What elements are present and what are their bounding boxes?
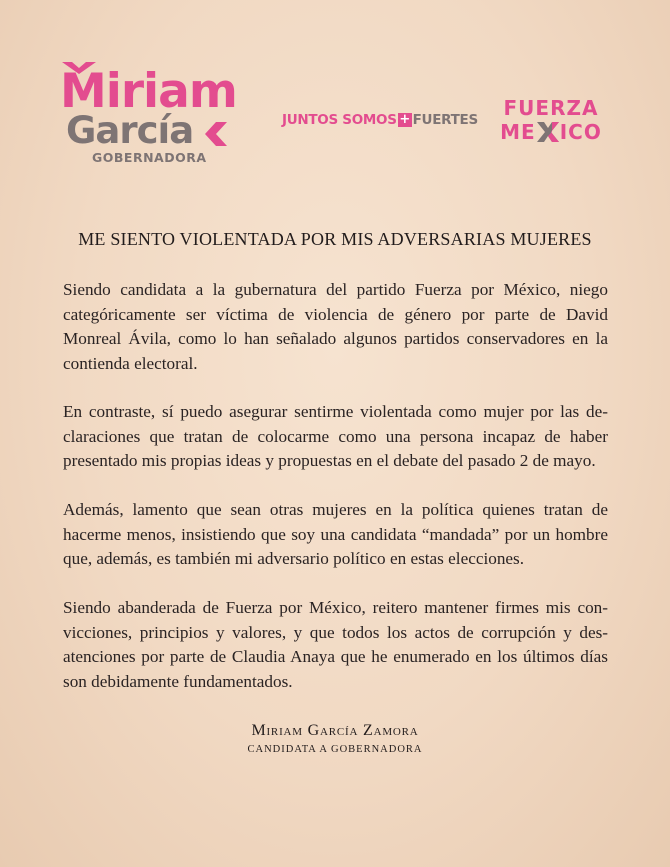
candidate-logo <box>60 62 250 170</box>
slogan-part1: JUNTOS SOMOS <box>282 112 397 128</box>
statement-title: ME SIENTO VIOLENTADA POR MIS ADVERSARIAS MUJERES <box>78 229 592 249</box>
paragraph-2: En contraste, sí puedo asegurar sentirme violentada como mujer por las declaraciones que tratan de colocarme como una persona incapaz de haber presentado mis propias ideas y propuestas en el debate del pasado 2 de mayo. <box>63 402 608 470</box>
paragraph-4: Siendo abanderada de Fuerza por México, reitero mantener firmes mis convicciones, principios y valores, y que todos los actos de corrupción y desatenciones por parte de Claudia Anaya que he enumerado en los últimos días son debidamente fundamentados. <box>63 598 608 691</box>
x-mark-icon <box>537 122 559 142</box>
party-logo <box>494 98 608 142</box>
party-line1: FUERZA <box>503 96 599 120</box>
paragraph-1: Siendo candidata a la gubernatura del partido Fuerza por México, niego categóricamente ser víctima de violencia de género por parte de David Monreal Ávila, como lo han señalado algunos partidos conservadores en la contienda electoral. <box>63 280 608 373</box>
party-line2-left: ME <box>500 120 536 144</box>
plus-icon: + <box>399 112 410 127</box>
signature-name: Miriam García Zamora <box>251 722 419 739</box>
party-line2-right: ICO <box>559 120 602 144</box>
signature-role: CANDIDATA A GOBERNADORA <box>247 744 423 755</box>
chevron-left-icon <box>205 122 227 146</box>
logo-role: GOBERNADORA <box>92 150 207 165</box>
paragraph-3: Además, lamento que sean otras mujeres en la política quienes tratan de hacerme menos, insistiendo que soy una candidata “mandada” por un hombre que, además, es también mi adversario político en estas elecciones. <box>63 500 608 568</box>
logo-name-line2: García <box>66 109 194 152</box>
logo-name-line1: Miriam <box>60 64 237 119</box>
party-line2 <box>494 122 608 142</box>
slogan-part2: FUERTES <box>412 112 478 128</box>
slogan-logo <box>282 112 478 128</box>
